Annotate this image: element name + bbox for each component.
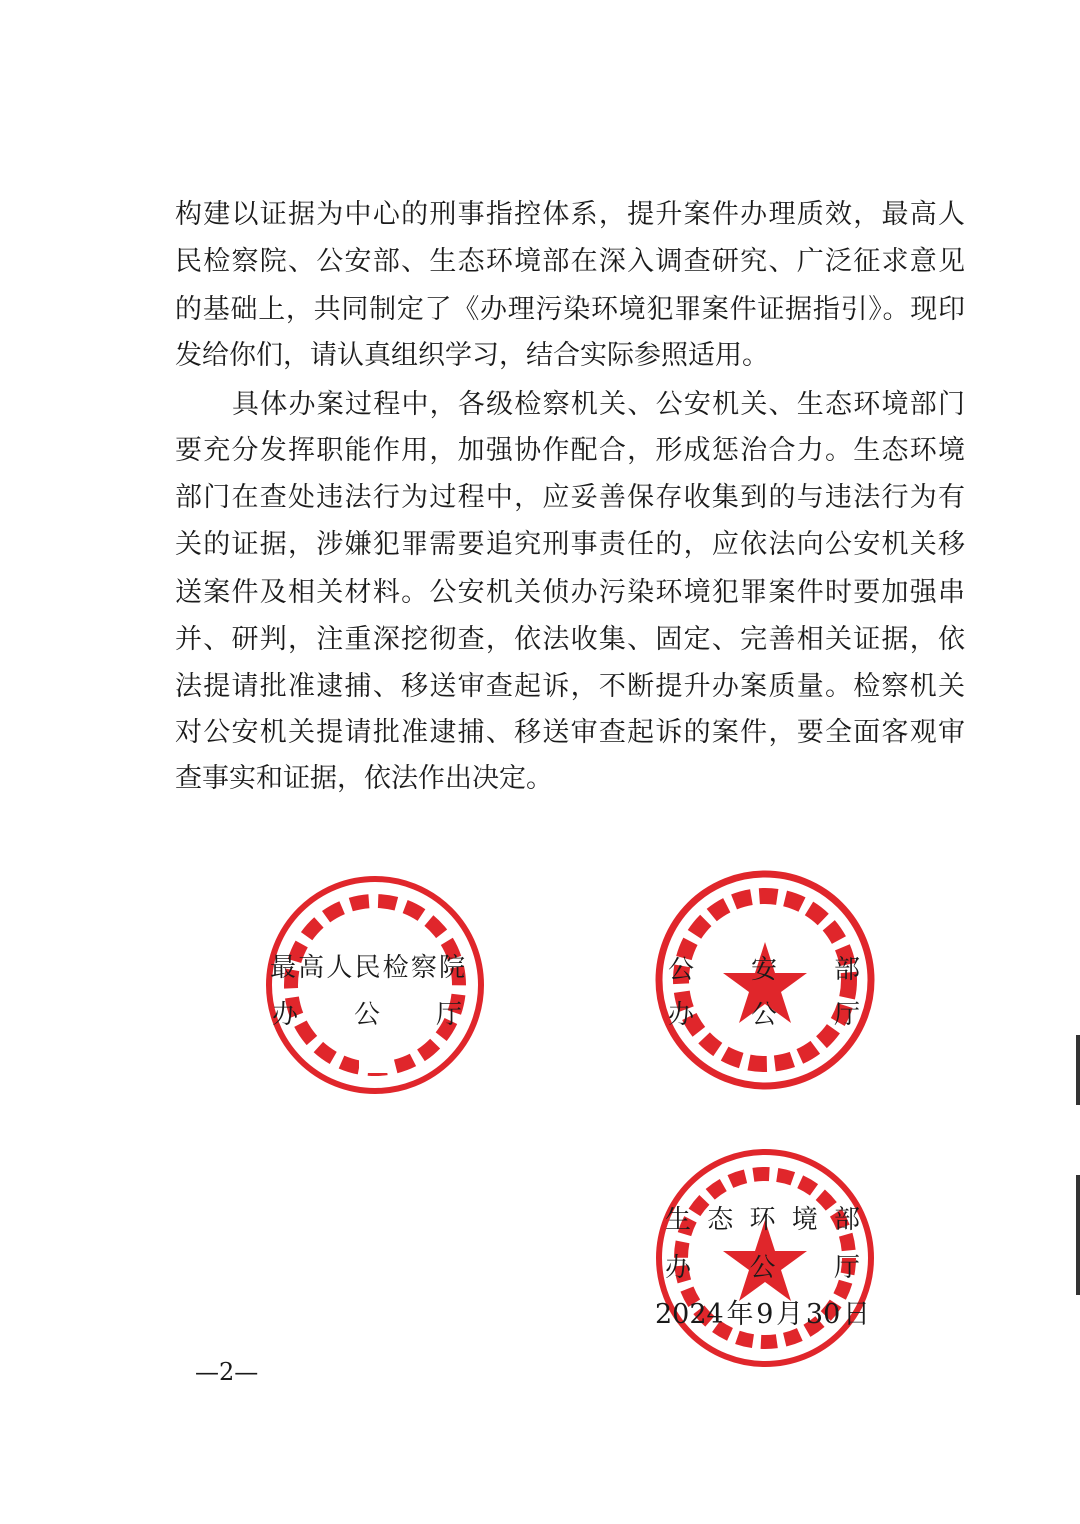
text-line: 要充分发挥职能作用，加强协作配合，形成惩治合力。生态环境 bbox=[175, 435, 965, 466]
signature-mee: 生态环境部 bbox=[665, 1205, 860, 1235]
scan-edge bbox=[1076, 1035, 1080, 1105]
page-number: —2— bbox=[195, 1358, 259, 1386]
text-line: 并、研判，注重深挖彻查，依法收集、固定、完善相关证据，依 bbox=[175, 624, 965, 655]
text-line: 关的证据，涉嫌犯罪需要追究刑事责任的，应依法向公安机关移 bbox=[175, 529, 965, 560]
text-line: 部门在查处违法行为过程中，应妥善保存收集到的与违法行为有 bbox=[175, 482, 965, 513]
text-line: 构建以证据为中心的刑事指控体系，提升案件办理质效，最高人 bbox=[175, 199, 965, 230]
scan-edge bbox=[1076, 1175, 1080, 1295]
document-date: 2024年9月30日 bbox=[655, 1299, 870, 1330]
text-line: 具体办案过程中，各级检察机关、公安机关、生态环境部门 bbox=[232, 389, 965, 420]
text-line: 送案件及相关材料。公安机关侦办污染环境犯罪案件时要加强串 bbox=[175, 577, 965, 608]
text-line: 发给你们，请认真组织学习，结合实际参照适用。 bbox=[175, 340, 769, 371]
signature-spp: 最高人民检察院 bbox=[270, 953, 465, 983]
signature-spp-office: 办公厅 bbox=[272, 1000, 462, 1030]
spp-seal bbox=[255, 865, 495, 1105]
signature-mps: 公安部 bbox=[668, 955, 860, 985]
signature-mee-office: 办公厅 bbox=[665, 1253, 860, 1283]
signature-mps-office: 办公厅 bbox=[668, 1000, 860, 1030]
text-line: 查事实和证据，依法作出决定。 bbox=[175, 763, 553, 794]
text-line: 对公安机关提请批准逮捕、移送审查起诉的案件，要全面客观审 bbox=[175, 717, 965, 748]
text-line: 的基础上，共同制定了《办理污染环境犯罪案件证据指引》。现印 bbox=[175, 294, 965, 325]
text-line: 民检察院、公安部、生态环境部在深入调查研究、广泛征求意见 bbox=[175, 246, 965, 277]
text-line: 法提请批准逮捕、移送审查起诉，不断提升办案质量。检察机关 bbox=[175, 671, 965, 702]
